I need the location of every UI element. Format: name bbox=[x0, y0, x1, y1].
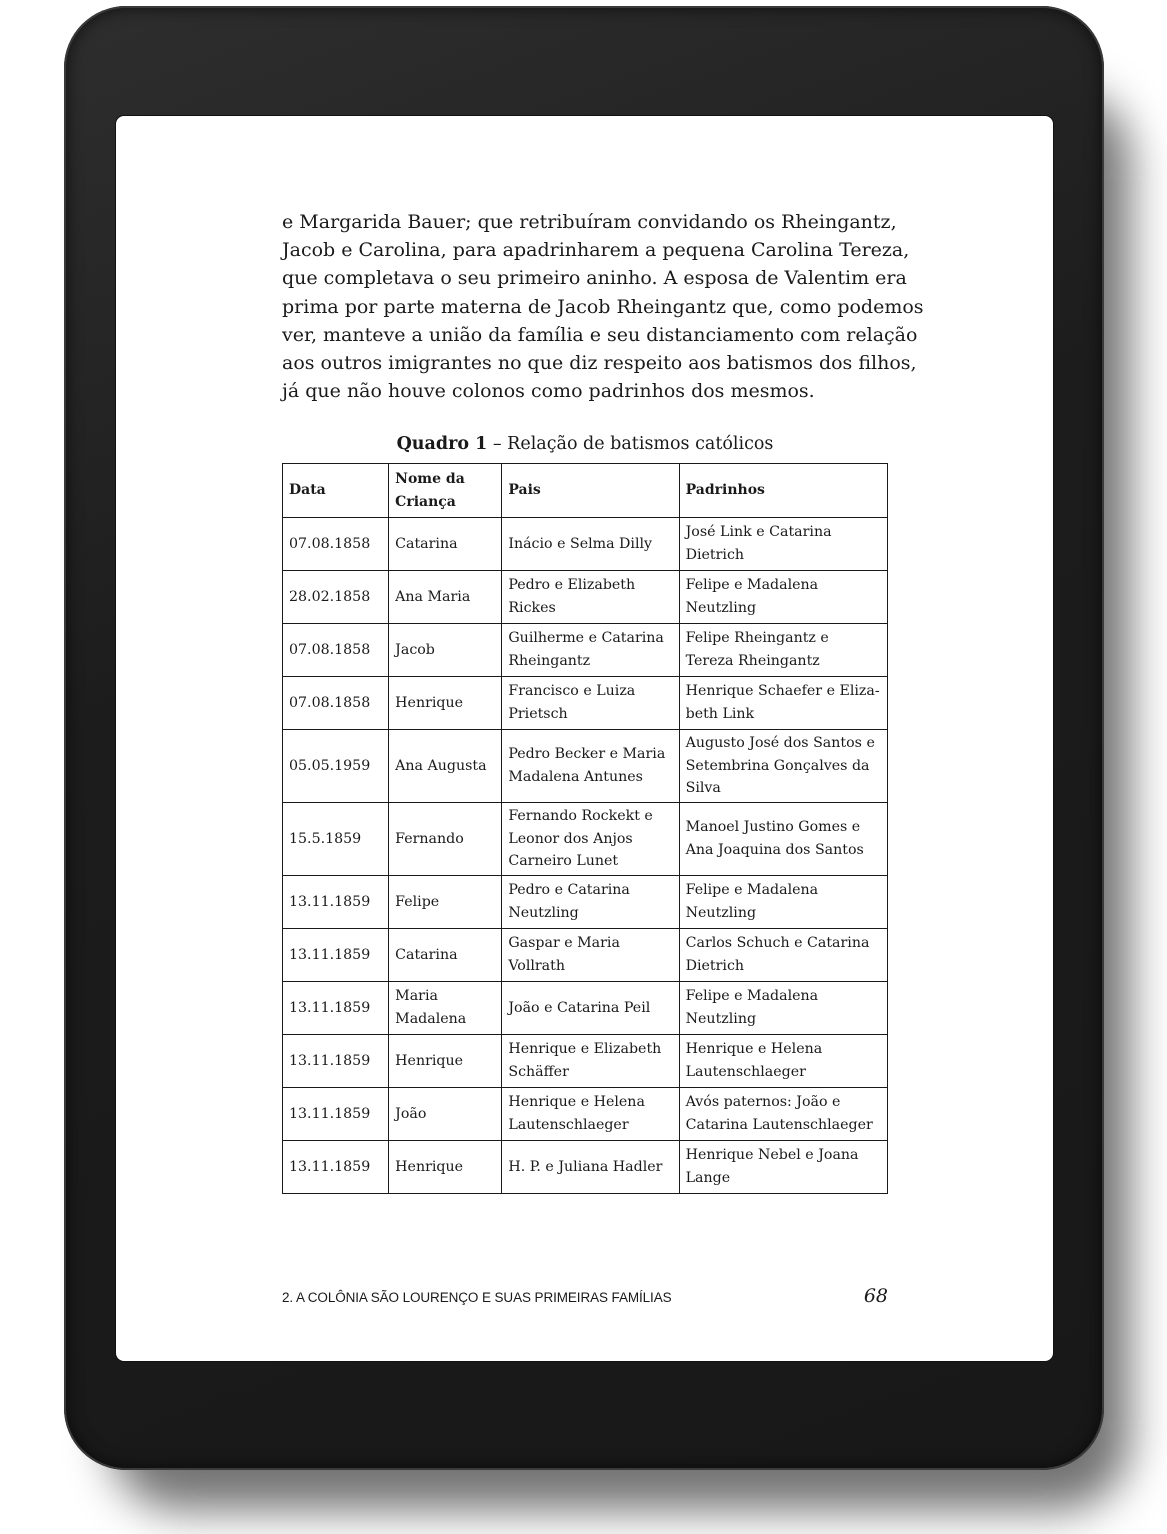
cell-pais: Francisco e Luiza Prietsch bbox=[502, 677, 679, 730]
cell-pais: Fernando Rockekt e Leonor dos Anjos Carneiro Lunet bbox=[502, 803, 679, 876]
paragraph-line: Jacob e Carolina, para apadrinharem a pequena Carolina Tereza, bbox=[282, 239, 910, 262]
table-header-row bbox=[283, 464, 888, 518]
cell-data: 13.11.1859 bbox=[283, 982, 389, 1035]
caption-text: – Relação de batismos católicos bbox=[487, 434, 774, 454]
cell-data: 13.11.1859 bbox=[283, 1088, 389, 1141]
cell-padrinhos: Felipe e Madalena Neutzling bbox=[679, 876, 887, 929]
header-pais: Pais bbox=[502, 464, 679, 518]
cell-padrinhos: Carlos Schuch e Catarina Dietrich bbox=[679, 929, 887, 982]
cell-data: 07.08.1858 bbox=[283, 518, 389, 571]
cell-pais: Henrique e Elizabeth Schäffer bbox=[502, 1035, 679, 1088]
table-row bbox=[283, 571, 888, 624]
caption-label: Quadro 1 bbox=[396, 434, 488, 454]
paragraph-line: e Margarida Bauer; que retribuíram convidando os Rheingantz, bbox=[282, 211, 897, 233]
cell-crianca: Felipe bbox=[389, 876, 502, 929]
cell-pais: Guilherme e Catarina Rheingantz bbox=[502, 624, 679, 677]
cell-data: 05.05.1959 bbox=[283, 730, 389, 803]
reader-screen[interactable] bbox=[116, 116, 1053, 1361]
cell-padrinhos: Henrique Nebel e Joana Lange bbox=[679, 1141, 887, 1194]
cell-data: 07.08.1858 bbox=[283, 624, 389, 677]
body-paragraph bbox=[282, 208, 924, 405]
cell-crianca: Fernando bbox=[389, 803, 502, 876]
cell-crianca: Maria Madalena bbox=[389, 982, 502, 1035]
table-row bbox=[283, 677, 888, 730]
cell-padrinhos: José Link e Catarina Dietrich bbox=[679, 518, 887, 571]
cell-data: 13.11.1859 bbox=[283, 929, 389, 982]
cell-crianca: João bbox=[389, 1088, 502, 1141]
cell-data: 13.11.1859 bbox=[283, 1141, 389, 1194]
cell-pais: Gaspar e Maria Vollrath bbox=[502, 929, 679, 982]
cell-padrinhos: Avós paternos: João e Catarina Lautenschlaeger bbox=[679, 1088, 887, 1141]
chapter-running-footer: 2. A COLÔNIA SÃO LOURENÇO E SUAS PRIMEIRAS FAMÍLIAS bbox=[282, 1290, 672, 1305]
baptisms-table bbox=[282, 463, 888, 1194]
table-caption bbox=[282, 434, 888, 454]
table-row bbox=[283, 876, 888, 929]
cell-data: 07.08.1858 bbox=[283, 677, 389, 730]
header-padrinhos: Padrinhos bbox=[679, 464, 887, 518]
cell-crianca: Catarina bbox=[389, 518, 502, 571]
paragraph-line: ver, manteve a união da família e seu distanciamento com relação bbox=[282, 323, 918, 346]
cell-data: 13.11.1859 bbox=[283, 876, 389, 929]
table-row bbox=[283, 730, 888, 803]
cell-padrinhos: Felipe e Madalena Neutzling bbox=[679, 571, 887, 624]
cell-data: 28.02.1858 bbox=[283, 571, 389, 624]
cell-data: 13.11.1859 bbox=[283, 1035, 389, 1088]
cell-crianca: Ana Maria bbox=[389, 571, 502, 624]
paragraph-line: prima por parte materna de Jacob Rheingantz que, como podemos bbox=[282, 295, 924, 318]
cell-data: 15.5.1859 bbox=[283, 803, 389, 876]
cell-pais: Pedro e Elizabeth Rickes bbox=[502, 571, 679, 624]
page-number: 68 bbox=[863, 1285, 888, 1307]
table-row bbox=[283, 1141, 888, 1194]
cell-padrinhos: Augusto José dos Santos e Setembrina Gonçalves da Silva bbox=[679, 730, 887, 803]
cell-crianca: Henrique bbox=[389, 1141, 502, 1194]
table-row bbox=[283, 929, 888, 982]
cell-pais: Henrique e Helena Lautenschlaeger bbox=[502, 1088, 679, 1141]
table-row bbox=[283, 624, 888, 677]
header-nome-da-crianca: Nome da Criança bbox=[389, 464, 502, 518]
paragraph-line: aos outros imigrantes no que diz respeito aos batismos dos filhos, bbox=[282, 352, 917, 375]
cell-pais: H. P. e Juliana Hadler bbox=[502, 1141, 679, 1194]
cell-padrinhos: Felipe e Madalena Neutzling bbox=[679, 982, 887, 1035]
table-row bbox=[283, 518, 888, 571]
table-row bbox=[283, 1035, 888, 1088]
table-row bbox=[283, 982, 888, 1035]
cell-pais: Pedro e Catarina Neutzling bbox=[502, 876, 679, 929]
cell-crianca: Ana Augusta bbox=[389, 730, 502, 803]
header-data: Data bbox=[283, 464, 389, 518]
table-row bbox=[283, 1088, 888, 1141]
cell-pais: Inácio e Selma Dilly bbox=[502, 518, 679, 571]
cell-padrinhos: Felipe Rheingantz e Tereza Rheingantz bbox=[679, 624, 887, 677]
cell-crianca: Jacob bbox=[389, 624, 502, 677]
cell-pais: Pedro Becker e Maria Madalena Antunes bbox=[502, 730, 679, 803]
cell-crianca: Catarina bbox=[389, 929, 502, 982]
cell-crianca: Henrique bbox=[389, 1035, 502, 1088]
paragraph-line: que completava o seu primeiro aninho. A esposa de Valentim era bbox=[282, 267, 907, 290]
cell-padrinhos: Manoel Justino Gomes e Ana Joaquina dos Santos bbox=[679, 803, 887, 876]
paragraph-line: já que não houve colonos como padrinhos dos mesmos. bbox=[282, 380, 815, 403]
cell-padrinhos: Henrique e Helena Lautenschlaeger bbox=[679, 1035, 887, 1088]
table-row bbox=[283, 803, 888, 876]
cell-pais: João e Catarina Peil bbox=[502, 982, 679, 1035]
cell-padrinhos: Henrique Schaefer e Eliza-beth Link bbox=[679, 677, 887, 730]
cell-crianca: Henrique bbox=[389, 677, 502, 730]
